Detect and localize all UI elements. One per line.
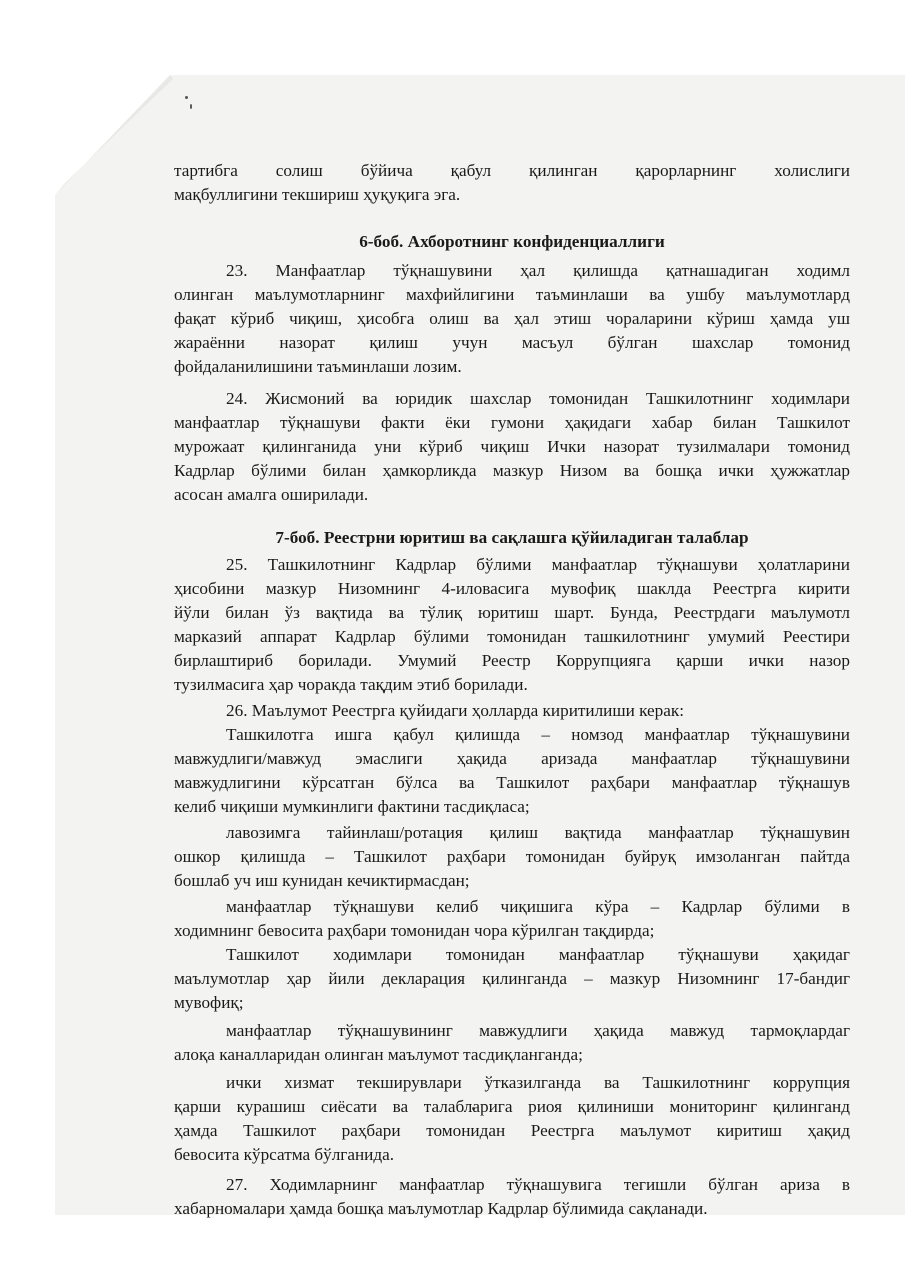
paragraph-line: Ташкилотга ишга қабул қилишда – номзод манфаатлар тўқнашувини [226,725,850,744]
paragraph-line: ходимнинг бевосита раҳбари томонидан чора кўрилган тақдирда; [174,921,655,940]
paragraph-line: манфаатлар тўқнашуви келиб чиқишига кўра – Кадрлар бўлими в [226,897,850,916]
paragraph-line: мувофиқ; [174,993,244,1012]
paragraph-line: қарши курашиш сиёсати ва талабларига риоя қилиниши мониторинг қилинганд [174,1097,850,1116]
paragraph-line: алоқа каналларидан олинган маълумот тасдиқланганда; [174,1045,583,1064]
paragraph-line: марказий аппарат Кадрлар бўлими томонидан ташкилотнинг умумий Реестири [174,627,850,646]
paragraph-line: асосан амалга оширилади. [174,485,369,504]
paragraph-line: Кадрлар бўлими билан ҳамкорликда мазкур Низом ва бошқа ички ҳужжатлар [174,461,850,480]
paragraph-line: фойдаланилишини таъминлаши лозим. [174,357,462,376]
paragraph-line: 25. Ташкилотнинг Кадрлар бўлими манфаатлар тўқнашуви ҳолатларини [226,555,850,574]
paragraph-line: 23. Манфаатлар тўқнашувини ҳал қилишда қатнашадиган ходимл [226,261,850,280]
paragraph-line: 26. Маълумот Реестрга қуйидаги ҳолларда киритилиши керак: [226,701,685,720]
paragraph-line: тартибга солиш бўйича қабул қилинган қарорларнинг холислиги [174,161,850,180]
paragraph-line: мақбуллигини текшириш ҳуқуқига эга. [174,185,461,204]
paragraph-line: Ташкилот ходимлари томонидан манфаатлар тўқнашуви ҳақидаг [226,945,850,964]
paragraph-line: 27. Ходимларнинг манфаатлар тўқнашувига тегишли бўлган ариза в [226,1175,850,1194]
paragraph-line: фақат кўриб чиқиш, ҳисобга олиш ва ҳал этиш чораларини кўриш ҳамда уш [174,309,850,328]
chapter-heading: 7-боб. Реестрни юритиш ва сақлашга қўйиладиган талаблар [275,528,749,547]
document-body [174,160,850,1218]
paragraph-line: манфаатлар тўқнашувининг мавжудлиги ҳақида мавжуд тармоқлардаг [226,1021,850,1040]
paragraph-line: манфаатлар тўқнашуви факти ёки гумони ҳақидаги хабар билан Ташкилот [174,413,850,432]
scan-speck [190,104,192,109]
paragraph-line: йўли билан ўз вақтида ва тўлиқ юритиш шарт. Бунда, Реестрдаги маълумотл [174,603,850,622]
paragraph-line: мавжудлиги/мавжуд эмаслиги ҳақида аризада манфаатлар тўқнашувини [174,749,850,768]
paragraph-line: бирлаштириб борилади. Умумий Реестр Коррупцияга қарши ички назор [174,651,850,670]
paragraph-line: мавжудлигини кўрсатган бўлса ва Ташкилот раҳбари манфаатлар тўқнашув [174,773,850,792]
paragraph-line: 24. Жисмоний ва юридик шахслар томонидан Ташкилотнинг ходимлари [226,389,850,408]
paragraph-line: бошлаб уч иш кунидан кечиктирмасдан; [174,871,470,890]
paragraph-line: ҳамда Ташкилот раҳбари томонидан Реестрга маълумот киритиш ҳақид [174,1121,850,1140]
paragraph-line: тузилмасига ҳар чоракда тақдим этиб борилади. [174,675,528,694]
paragraph-line: ҳисобини мазкур Низомнинг 4-иловасига мувофиқ шаклда Реестрга кирити [174,579,850,598]
paragraph-line: ошкор қилишда – Ташкилот раҳбари томонидан буйруқ имзоланган пайтда [174,847,850,866]
paragraph-line: мурожаат қилинганида уни кўриб чиқиш Ички назорат тузилмалари томонид [174,437,850,456]
paragraph-line: маълумотлар ҳар йили декларация қилинганда – мазкур Низомнинг 17-бандиг [174,969,850,988]
paragraph-line: олинган маълумотларнинг махфийлигини таъминлаши ва ушбу маълумотлард [174,285,850,304]
paragraph-line: жараённи назорат қилиш учун масъул бўлган шахслар томонид [174,333,850,352]
scan-speck [185,96,188,99]
paragraph-line: келиб чиқиши мумкинлиги фактини тасдиқласа; [174,797,530,816]
paragraph-line: хабарномалари ҳамда бошқа маълумотлар Кадрлар бўлимида сақланади. [174,1199,708,1218]
chapter-heading: 6-боб. Ахборотнинг конфиденциаллиги [359,232,665,251]
paragraph-line: бевосита кўрсатма бўлганида. [174,1145,395,1164]
paragraph-line: ички хизмат текширувлари ўтказилганда ва Ташкилотнинг коррупция [226,1073,850,1092]
paragraph-line: лавозимга тайинлаш/ротация қилиш вақтида манфаатлар тўқнашувин [226,823,850,842]
